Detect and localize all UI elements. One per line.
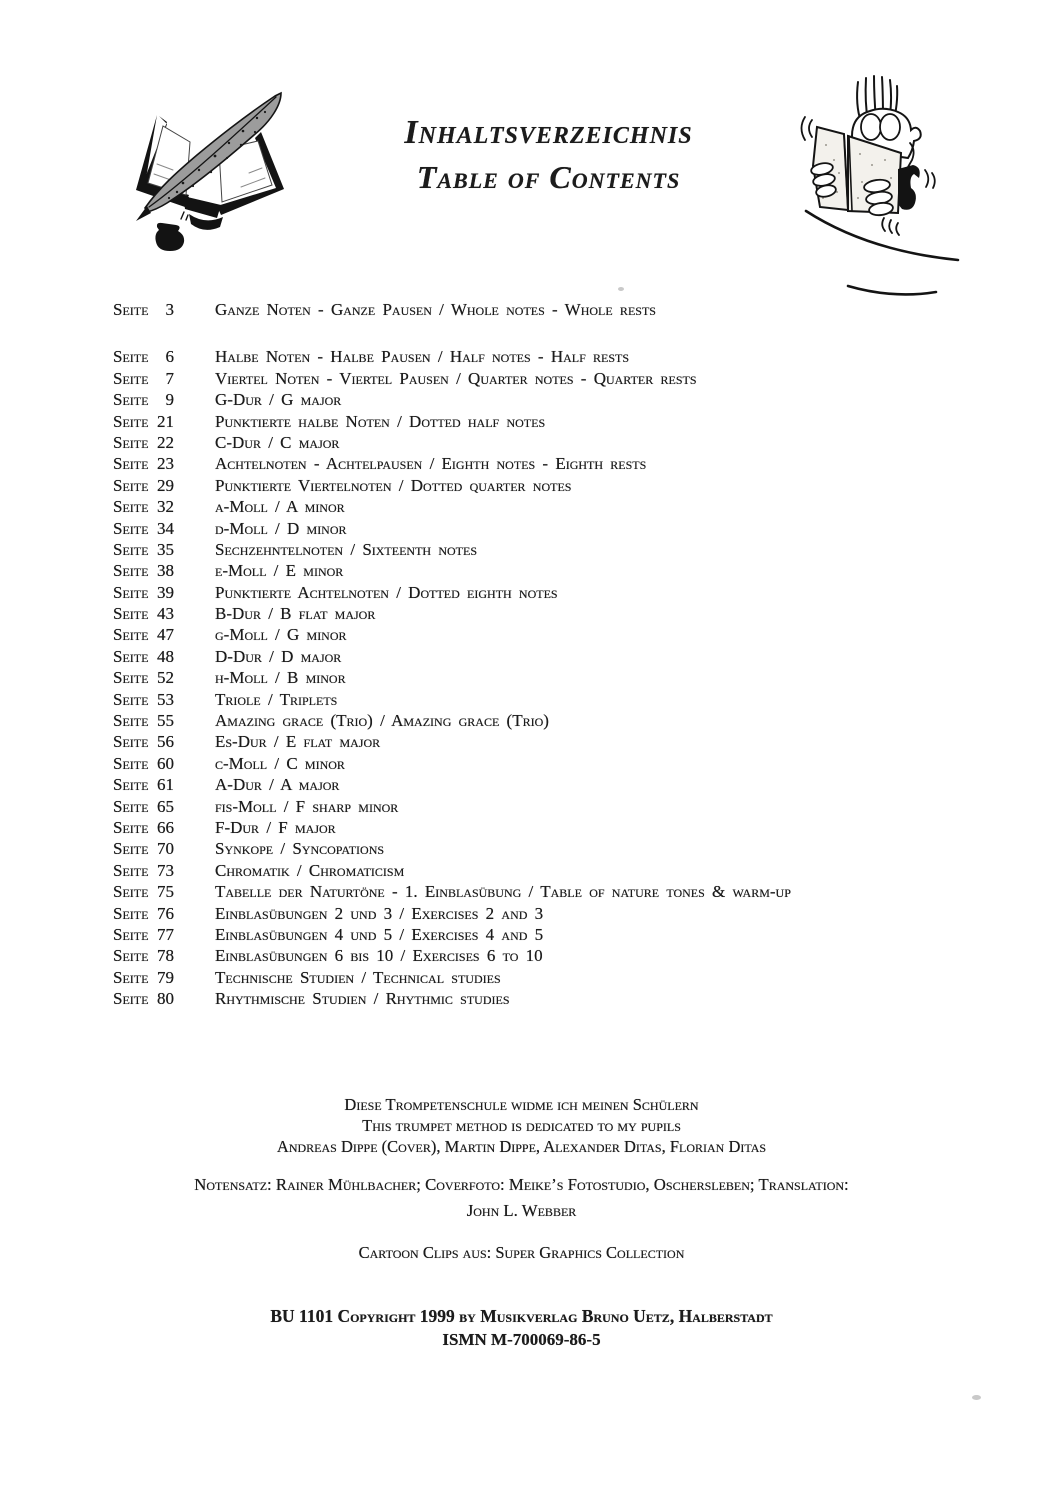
toc-page-number: 9: [165, 390, 174, 410]
toc-page-label: Seite: [113, 300, 149, 319]
toc-page-label: Seite: [113, 775, 149, 795]
toc-page-label: Seite: [113, 732, 149, 752]
toc-page-label: Seite: [113, 347, 149, 367]
toc-row: [0, 432, 1061, 453]
toc-page-label: Seite: [113, 475, 149, 495]
toc-page-number: 56: [157, 732, 174, 752]
toc-page-number: 65: [157, 796, 174, 816]
toc-entry-text: Achtelnoten - Achtelpausen / Eighth notes - Eighth rests: [215, 454, 647, 474]
toc-row: [0, 299, 1061, 320]
toc-row: [0, 603, 1061, 624]
toc-row: [0, 539, 1061, 560]
toc-page-number: 60: [157, 753, 174, 773]
translator-name: John L. Webber: [466, 1201, 577, 1220]
toc-row: [0, 496, 1061, 517]
toc-page-label: Seite: [113, 539, 149, 559]
toc-page-label: Seite: [113, 689, 149, 709]
toc-page-label: Seite: [113, 497, 149, 517]
toc-page-label: Seite: [113, 390, 149, 410]
toc-page-number: 6: [165, 347, 174, 367]
toc-entry-text: c-Moll / C minor: [215, 753, 345, 773]
toc-page-label: Seite: [113, 839, 149, 859]
toc-page-number: 39: [157, 582, 174, 602]
page-title-english: Table of Contents: [416, 159, 681, 195]
toc-entry-text: F-Dur / F major: [215, 817, 336, 837]
toc-entry-text: g-Moll / G minor: [215, 625, 347, 645]
toc-page-label: Seite: [113, 454, 149, 474]
toc-page-number: 43: [157, 604, 174, 624]
toc-entry-text: Rhythmische Studien / Rhythmic studies: [215, 989, 510, 1009]
toc-row: [0, 582, 1061, 603]
toc-page-label: Seite: [113, 646, 149, 666]
toc-page-label: Seite: [113, 946, 149, 966]
toc-entry-text: Punktierte halbe Noten / Dotted half notes: [215, 411, 546, 431]
toc-entry-text: G-Dur / G major: [215, 390, 342, 410]
toc-row: [0, 945, 1061, 966]
toc-entry-text: Halbe Noten - Halbe Pausen / Half notes - Half rests: [215, 347, 630, 367]
toc-page-label: Seite: [113, 432, 149, 452]
dedication-names: Andreas Dippe (Cover), Martin Dippe, Alexander Ditas, Florian Ditas: [276, 1137, 767, 1156]
toc-page-label: Seite: [113, 625, 149, 645]
toc-entry-text: Chromatik / Chromaticism: [215, 860, 405, 880]
toc-page-label: Seite: [113, 903, 149, 923]
toc-entry-text: Sechzehntelnoten / Sixteenth notes: [215, 539, 478, 559]
toc-page-number: 61: [157, 775, 174, 795]
toc-row: [0, 710, 1061, 731]
toc-page-number: 78: [157, 946, 174, 966]
toc-page-label: Seite: [113, 518, 149, 538]
cartoon-credit-line: Cartoon Clips aus: Super Graphics Collection: [358, 1243, 685, 1262]
toc-page-number: 79: [157, 967, 174, 987]
toc-entry-text: C-Dur / C major: [215, 432, 340, 452]
toc-row: [0, 667, 1061, 688]
toc-entry-text: Punktierte Achtelnoten / Dotted eighth notes: [215, 582, 558, 602]
toc-page-number: 32: [157, 497, 174, 517]
toc-page-number: 48: [157, 646, 174, 666]
reading-cartoon-icon: [792, 70, 970, 302]
toc-page-label: Seite: [113, 860, 149, 880]
toc-page-number: 76: [157, 903, 174, 923]
toc-entry-text: Einblasübungen 4 und 5 / Exercises 4 and 5: [215, 924, 544, 944]
scan-speck: [618, 287, 624, 291]
toc-entry-text: e-Moll / E minor: [215, 561, 344, 581]
credits-block: [0, 1172, 1043, 1224]
toc-row: [0, 346, 1061, 367]
toc-page-label: Seite: [113, 711, 149, 731]
toc-page-number: 35: [157, 539, 174, 559]
toc-entry-text: h-Moll / B minor: [215, 668, 346, 688]
toc-page-number: 80: [157, 989, 174, 1009]
toc-row: [0, 774, 1061, 795]
copyright-block: [0, 1305, 1043, 1351]
toc-entry-text: B-Dur / B flat major: [215, 604, 376, 624]
toc-entry-text: Es-Dur / E flat major: [215, 732, 381, 752]
dedication-block: [0, 1094, 1043, 1157]
toc-page-number: 34: [157, 518, 174, 538]
toc-row: [0, 646, 1061, 667]
toc-page-number: 52: [157, 668, 174, 688]
toc-page-label: Seite: [113, 368, 149, 388]
toc-page-number: 55: [157, 711, 174, 731]
toc-page-number: 21: [157, 411, 174, 431]
toc-entry-text: Triole / Triplets: [215, 689, 338, 709]
toc-entry-text: Amazing grace (Trio) / Amazing grace (Trio): [215, 711, 549, 731]
toc-row: [0, 903, 1061, 924]
toc-row: [0, 368, 1061, 389]
toc-row: [0, 689, 1061, 710]
toc-row: [0, 475, 1061, 496]
toc-entry-text: fis-Moll / F sharp minor: [215, 796, 399, 816]
toc-entry-text: A-Dur / A major: [215, 775, 340, 795]
toc-row: [0, 389, 1061, 410]
toc-row: [0, 967, 1061, 988]
scan-speck: [972, 1395, 981, 1400]
toc-entry-text: Technische Studien / Technical studies: [215, 967, 501, 987]
toc-page-number: 38: [157, 561, 174, 581]
toc-page-label: Seite: [113, 967, 149, 987]
toc-page-number: 7: [165, 368, 174, 388]
toc-page-label: Seite: [113, 924, 149, 944]
toc-entry-text: a-Moll / A minor: [215, 497, 345, 517]
toc-page-number: 77: [157, 924, 174, 944]
toc-page-label: Seite: [113, 989, 149, 1009]
toc-page-number: 3: [165, 300, 174, 319]
toc-entry-text: D-Dur / D major: [215, 646, 342, 666]
toc-page-label: Seite: [113, 411, 149, 431]
toc-row: [0, 753, 1061, 774]
toc-entry-text: Ganze Noten - Ganze Pausen / Whole notes - Whole rests: [215, 300, 656, 319]
toc-page-number: 29: [157, 475, 174, 495]
toc-row: [0, 988, 1061, 1009]
toc-row: [0, 411, 1061, 432]
toc-row: [0, 817, 1061, 838]
toc-row: [0, 731, 1061, 752]
toc-page-label: Seite: [113, 668, 149, 688]
toc-entry-text: Viertel Noten - Viertel Pausen / Quarter notes - Quarter rests: [215, 368, 697, 388]
toc-page-number: 66: [157, 817, 174, 837]
ismn-number: ISMN M-700069-86-5: [442, 1330, 601, 1349]
toc-page-number: 53: [157, 689, 174, 709]
toc-page-number: 22: [157, 432, 174, 452]
toc-entry-text: Einblasübungen 6 bis 10 / Exercises 6 to 10: [215, 946, 543, 966]
toc-row: [0, 453, 1061, 474]
toc-page-label: Seite: [113, 561, 149, 581]
toc-page-label: Seite: [113, 753, 149, 773]
page-title-german: Inhaltsverzeichnis: [404, 114, 693, 151]
toc-entry-text: Einblasübungen 2 und 3 / Exercises 2 and 3: [215, 903, 544, 923]
toc-page-label: Seite: [113, 604, 149, 624]
toc-entry-text: Synkope / Syncopations: [215, 839, 385, 859]
toc-page-label: Seite: [113, 817, 149, 837]
toc-page-number: 75: [157, 882, 174, 902]
quill-book-icon: [123, 88, 291, 260]
dedication-line-english: This trumpet method is dedicated to my pupils: [362, 1116, 681, 1135]
toc-entry-text: Tabelle der Naturtöne - 1. Einblasübung / Table of nature tones & warm-up: [215, 882, 791, 902]
toc-row: [0, 796, 1061, 817]
toc-page-number: 47: [157, 625, 174, 645]
toc-entry-text: Punktierte Viertelnoten / Dotted quarter notes: [215, 475, 572, 495]
toc-row: [0, 881, 1061, 902]
toc-row: [0, 518, 1061, 539]
toc-page-label: Seite: [113, 796, 149, 816]
toc-row: [0, 838, 1061, 859]
toc-page-number: 73: [157, 860, 174, 880]
toc-page-number: 23: [157, 454, 174, 474]
toc-page-number: 70: [157, 839, 174, 859]
toc-row: [0, 860, 1061, 881]
toc-page-label: Seite: [113, 882, 149, 902]
toc-entry-text: d-Moll / D minor: [215, 518, 347, 538]
toc-page-label: Seite: [113, 582, 149, 602]
dedication-line-german: Diese Trompetenschule widme ich meinen Schülern: [344, 1095, 699, 1114]
toc-row: [0, 624, 1061, 645]
toc-list: [0, 299, 1061, 1010]
credits-line: Notensatz: Rainer Mühlbacher; Coverfoto: Meike’s Fotostudio, Oschersleben; Translation:: [194, 1175, 849, 1194]
toc-row: [0, 924, 1061, 945]
toc-row: [0, 560, 1061, 581]
copyright-line: BU 1101 Copyright 1999 by Musikverlag Bruno Uetz, Halberstadt: [270, 1306, 773, 1326]
